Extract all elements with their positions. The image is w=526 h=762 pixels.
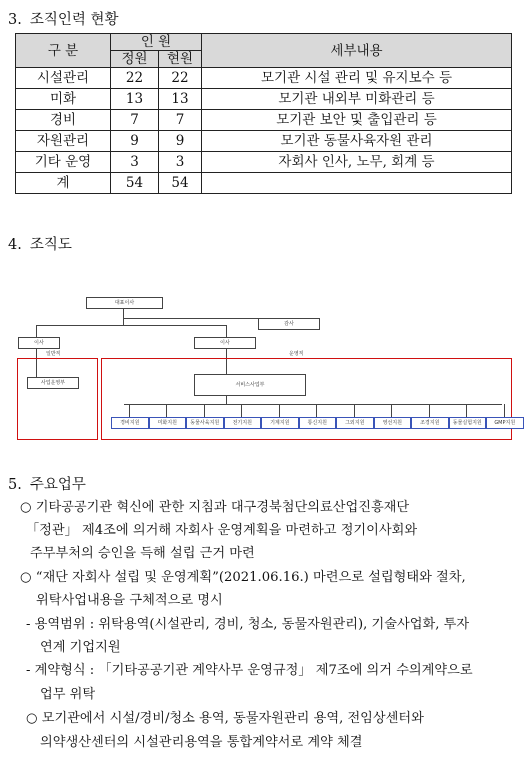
cell-current: 3 [159, 152, 202, 173]
cell-quota: 3 [111, 152, 159, 173]
duties-line: 의약생산센터의 시설관리용역을 통합계약서로 계약 체결 [40, 735, 363, 750]
cell-quota: 7 [111, 110, 159, 131]
table-header-row [16, 34, 512, 51]
org-ceo-box: 대표이사 [86, 297, 163, 309]
duties-line: 「정관」 제4조에 의거해 자회사 운영계획을 마련하고 정기이사회와 [26, 523, 418, 538]
duties-line: 주무부처의 승인을 득해 설립 근거 마련 [30, 546, 255, 561]
section-number: 3. [8, 12, 22, 28]
table-row [16, 89, 512, 110]
cell-division: 미화 [16, 89, 111, 110]
duties-line: ○ “재단 자회사 설립 및 운영계획”(2021.06.16.) 마련으로 설립형태와 절차, [20, 570, 466, 585]
org-dept-left-box: 사업운영부 [27, 377, 79, 389]
cell-current: 13 [159, 89, 202, 110]
cell-current: 22 [159, 68, 202, 89]
staff-table [15, 33, 512, 194]
cell-division: 기타 운영 [16, 152, 111, 173]
org-chart [14, 286, 514, 441]
cell-quota: 54 [111, 173, 159, 194]
org-team-box: 통신지원 [299, 417, 337, 429]
duties-line: - 계약형식 : 「기타공공기관 계약사무 운영규정」 제7조에 의거 수의계약으로 [26, 663, 473, 678]
org-team-box: GMP지원 [486, 417, 524, 429]
table-row [16, 131, 512, 152]
org-team-box: 영선지원 [374, 417, 412, 429]
org-dept-right-box: 서비스사업부 [194, 374, 306, 396]
org-team-box: 기계지원 [261, 417, 299, 429]
cell-division: 자원관리 [16, 131, 111, 152]
header-duties: 세부내용 [202, 34, 512, 68]
org-team-box: 동물실험지원 [449, 417, 487, 429]
duties-line: ○ 기타공공기관 혁신에 관한 지침과 대구경북첨단의료산업진흥재단 [20, 500, 410, 515]
org-group-left-label: 일반직 [46, 351, 61, 357]
org-general-group-frame [17, 358, 98, 440]
section-number: 5. [8, 477, 22, 493]
section-number: 4. [8, 237, 22, 253]
org-team-box: 경비지원 [111, 417, 149, 429]
header-personnel: 인 원 [111, 34, 202, 51]
cell-duties: 자회사 인사, 노무, 회계 등 [202, 152, 512, 173]
cell-duties: 모기관 동물사육자원 관리 [202, 131, 512, 152]
section-title: 조직도 [29, 237, 72, 253]
org-team-box: 미화지원 [149, 417, 187, 429]
header-division: 구 분 [16, 34, 111, 68]
cell-division: 계 [16, 173, 111, 194]
cell-duties: 모기관 내외부 미화관리 등 [202, 89, 512, 110]
cell-quota: 9 [111, 131, 159, 152]
cell-duties [202, 173, 512, 194]
org-team-box: 조경지원 [411, 417, 449, 429]
cell-quota: 13 [111, 89, 159, 110]
duties-line: 연계 기업지원 [40, 640, 121, 655]
org-director-left-box: 이사 [18, 337, 60, 349]
org-auditor-box: 감사 [258, 318, 320, 330]
org-team-box: 전기지원 [224, 417, 262, 429]
org-team-box: 그외지원 [336, 417, 374, 429]
header-quota: 정원 [111, 51, 159, 68]
cell-duties: 모기관 시설 관리 및 유지보수 등 [202, 68, 512, 89]
table-row [16, 68, 512, 89]
section-3-heading [8, 8, 119, 29]
table-row [16, 110, 512, 131]
org-team-box: 동물사육지원 [186, 417, 224, 429]
table-total-row [16, 173, 512, 194]
table-row [16, 152, 512, 173]
cell-division: 경비 [16, 110, 111, 131]
cell-duties: 모기관 보안 및 출입관리 등 [202, 110, 512, 131]
section-title: 주요업무 [29, 477, 86, 493]
section-title: 조직인력 현황 [29, 12, 119, 28]
header-current: 현원 [159, 51, 202, 68]
section-4-heading [8, 233, 72, 254]
duties-line: 업무 위탁 [40, 687, 96, 702]
duties-line: 위탁사업내용을 구체적으로 명시 [36, 593, 223, 608]
cell-quota: 22 [111, 68, 159, 89]
org-group-right-label: 운영직 [289, 351, 304, 357]
cell-current: 54 [159, 173, 202, 194]
duties-line: ○ 모기관에서 시설/경비/청소 용역, 동물자원관리 용역, 전임상센터와 [26, 711, 424, 726]
section-5-heading [8, 473, 86, 494]
cell-current: 9 [159, 131, 202, 152]
org-director-right-box: 이사 [194, 337, 256, 349]
cell-current: 7 [159, 110, 202, 131]
cell-division: 시설관리 [16, 68, 111, 89]
duties-line: - 용역범위 : 위탁용역(시설관리, 경비, 청소, 동물자원관리), 기술사업화, 투자 [26, 617, 470, 632]
